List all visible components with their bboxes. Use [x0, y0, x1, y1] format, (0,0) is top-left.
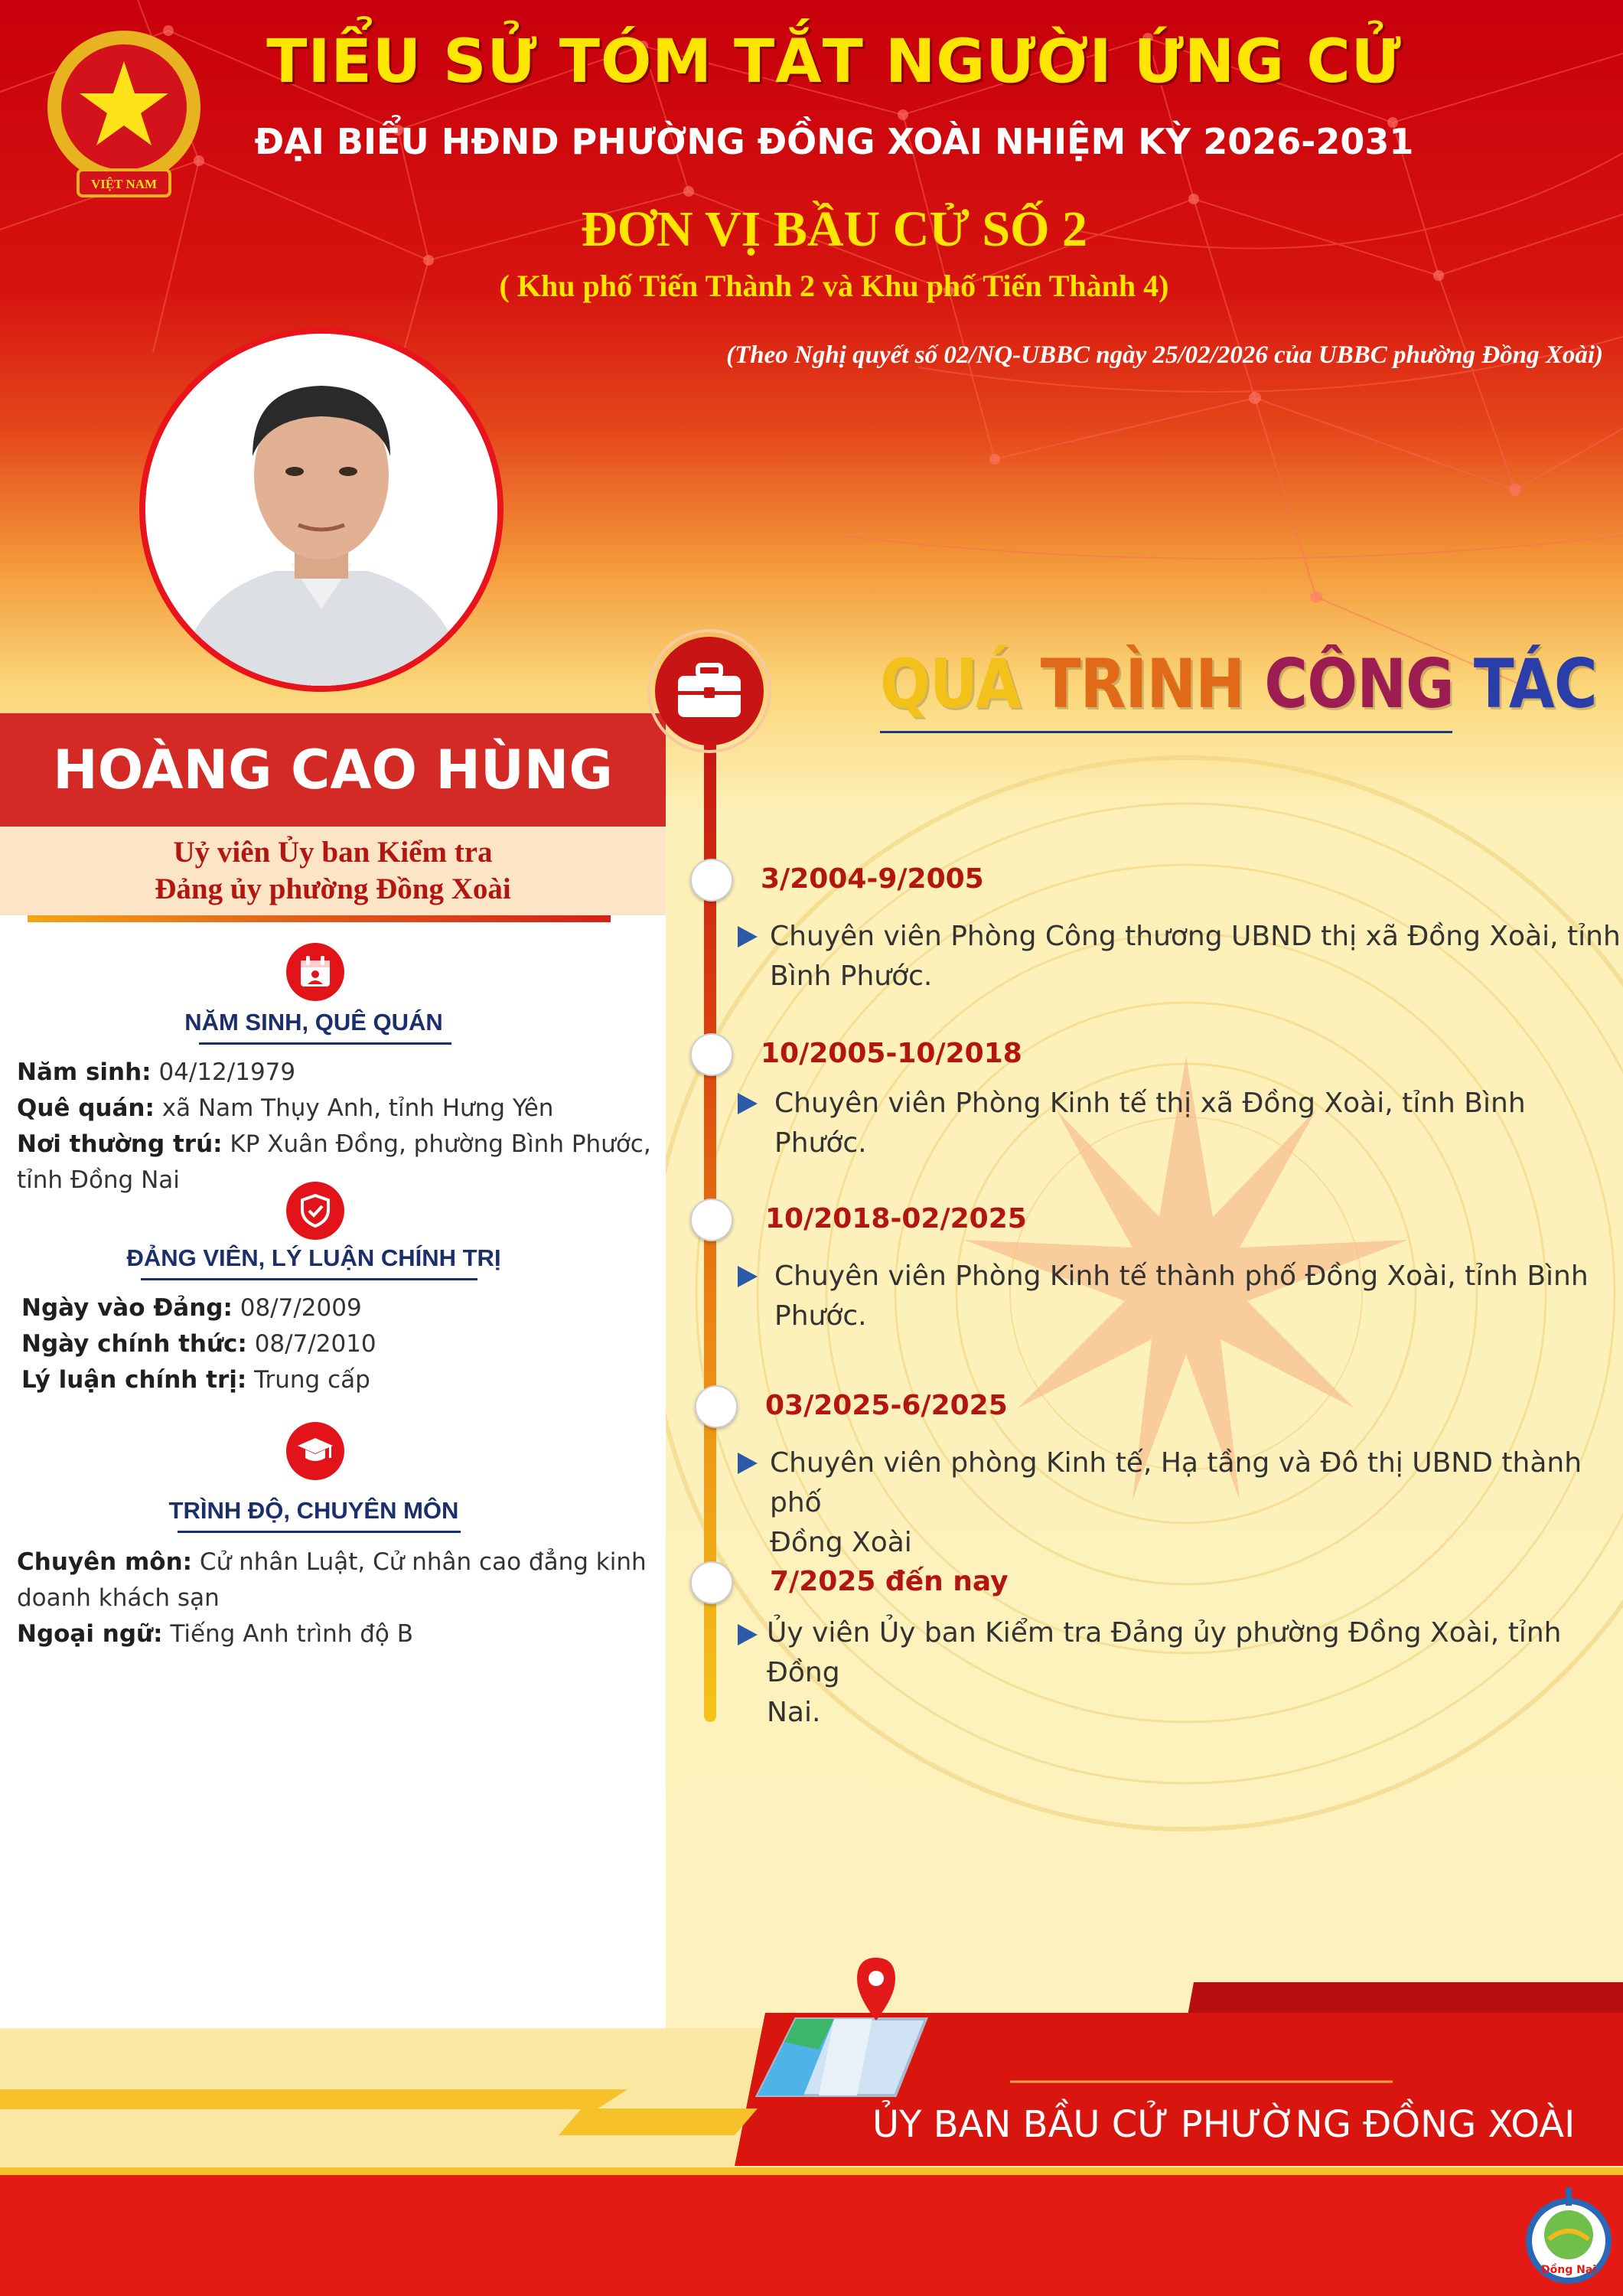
- timeline-dot: [690, 1033, 733, 1076]
- electoral-unit: ĐƠN VỊ BẦU CỬ SỐ 2: [581, 201, 1087, 257]
- party-row-theory: Lý luận chính trị: Trung cấp: [21, 1366, 370, 1394]
- candidate-portrait: [139, 328, 504, 692]
- decision-note: (Theo Nghị quyết số 02/NQ-UBBC ngày 25/02/2026 của UBBC phường Đồng Xoài): [726, 341, 1603, 369]
- timeline-arrow-icon: [738, 1624, 758, 1645]
- party-section-title: ĐẢNG VIÊN, LÝ LUẬN CHÍNH TRỊ: [126, 1244, 501, 1271]
- footer-text: ỦY BAN BẦU CỬ PHƯỜNG ĐỒNG XOÀI: [872, 2103, 1576, 2146]
- timeline-dot: [695, 1385, 738, 1428]
- position-line-2: Đảng ủy phường Đồng Xoài: [155, 872, 511, 905]
- timeline-arrow-icon: [738, 926, 758, 947]
- birth-row-year: Năm sinh: 04/12/1979: [17, 1058, 296, 1086]
- timeline-title: [880, 644, 1597, 723]
- timeline-date: 10/2005-10/2018: [761, 1038, 1022, 1069]
- emblem-text: VIỆT NAM: [90, 177, 158, 191]
- graduation-cap-icon: [296, 1433, 334, 1469]
- timeline-title-rule: [880, 731, 1452, 733]
- party-section-rule: [141, 1278, 477, 1280]
- timeline-arrow-icon: [738, 1093, 758, 1114]
- timeline-title-word-3: CÔNG: [1264, 644, 1454, 723]
- candidate-name-bar: [0, 713, 666, 827]
- briefcase-icon: [675, 662, 744, 720]
- birth-row-residence: Nơi thường trú: KP Xuân Đồng, phường Bình Phước,: [17, 1130, 651, 1158]
- timeline-dot: [690, 1561, 733, 1604]
- birth-section-title: NĂM SINH, QUÊ QUÁN: [184, 1009, 443, 1035]
- position-underline: [28, 915, 611, 922]
- education-row-major-cont: doanh khách sạn: [17, 1584, 220, 1612]
- map-pin-icon: [742, 1950, 934, 2103]
- timeline-dot: [690, 859, 733, 902]
- party-row-join: Ngày vào Đảng: 08/7/2009: [21, 1294, 362, 1322]
- main-title: TIỂU SỬ TÓM TẮT NGƯỜI ỨNG CỬ: [266, 28, 1402, 96]
- education-section-rule: [178, 1531, 461, 1533]
- timeline-title-word-4: TÁC: [1473, 644, 1597, 723]
- education-section-icon-wrap: [286, 1422, 344, 1480]
- dong-nai-logo-icon: [1523, 2186, 1615, 2288]
- position-line-1: Uỷ viên Ủy ban Kiểm tra: [173, 836, 493, 869]
- shield-check-icon: [298, 1193, 333, 1228]
- birth-section-rule: [199, 1042, 451, 1045]
- timeline-title-word-1: QUÁ: [880, 644, 1021, 723]
- education-section-title: TRÌNH ĐỘ, CHUYÊN MÔN: [168, 1497, 459, 1524]
- education-row-language: Ngoại ngữ: Tiếng Anh trình độ B: [17, 1620, 413, 1648]
- candidate-position: [0, 827, 666, 915]
- timeline-date: 3/2004-9/2005: [761, 863, 984, 895]
- timeline-title-word-2: TRÌNH: [1040, 644, 1245, 723]
- party-row-official: Ngày chính thức: 08/7/2010: [21, 1330, 376, 1358]
- left-info-panel: [0, 915, 666, 2029]
- portrait-image: [145, 334, 497, 686]
- party-info: [21, 1290, 672, 1398]
- birth-row-hometown: Quê quán: xã Nam Thụy Anh, tỉnh Hưng Yên: [17, 1094, 554, 1122]
- sub-title: ĐẠI BIỂU HĐND PHƯỜNG ĐỒNG XOÀI NHIỆM KỲ 2026-2031: [254, 121, 1414, 162]
- timeline-desc: Chuyên viên Phòng Kinh tế thành phố Đồng Xoài, tỉnh Bình Phước.: [774, 1261, 1589, 1332]
- person-calendar-icon: [298, 954, 333, 990]
- timeline-arrow-icon: [738, 1266, 758, 1287]
- timeline-dot: [690, 1199, 733, 1241]
- timeline-desc: Chuyên viên Phòng Công thương UBND thị xã Đồng Xoài, tỉnh Bình Phước.: [770, 921, 1621, 992]
- national-emblem-icon: [32, 23, 216, 214]
- birth-row-residence-cont: tỉnh Đồng Nai: [17, 1166, 180, 1194]
- timeline-desc: Ủy viên Ủy ban Kiểm tra Đảng ủy phường Đồng Xoài, tỉnh Đồng Nai.: [767, 1617, 1562, 1728]
- timeline-date: 7/2025 đến nay: [770, 1566, 1009, 1597]
- briefcase-circle: [655, 637, 764, 745]
- birth-info: [17, 1055, 667, 1199]
- logo-text: Đồng Nai: [1540, 2264, 1597, 2276]
- timeline-date: 10/2018-02/2025: [765, 1203, 1027, 1234]
- birth-section-icon-wrap: [286, 943, 344, 1001]
- timeline-arrow-icon: [738, 1453, 758, 1474]
- education-info: [17, 1544, 667, 1652]
- education-row-major: Chuyên môn: Cử nhân Luật, Cử nhân cao đẳng kinh: [17, 1548, 647, 1576]
- timeline-date: 03/2025-6/2025: [765, 1390, 1008, 1421]
- timeline-desc: Chuyên viên Phòng Kinh tế thị xã Đồng Xoài, tỉnh Bình Phước.: [774, 1088, 1526, 1159]
- party-section-icon-wrap: [286, 1182, 344, 1240]
- electoral-area: ( Khu phố Tiến Thành 2 và Khu phố Tiến Thành 4): [499, 269, 1169, 303]
- timeline-desc: Chuyên viên phòng Kinh tế, Hạ tầng và Đô thị UBND thành phố Đồng Xoài: [770, 1447, 1582, 1558]
- candidate-name: HOÀNG CAO HÙNG: [53, 739, 613, 801]
